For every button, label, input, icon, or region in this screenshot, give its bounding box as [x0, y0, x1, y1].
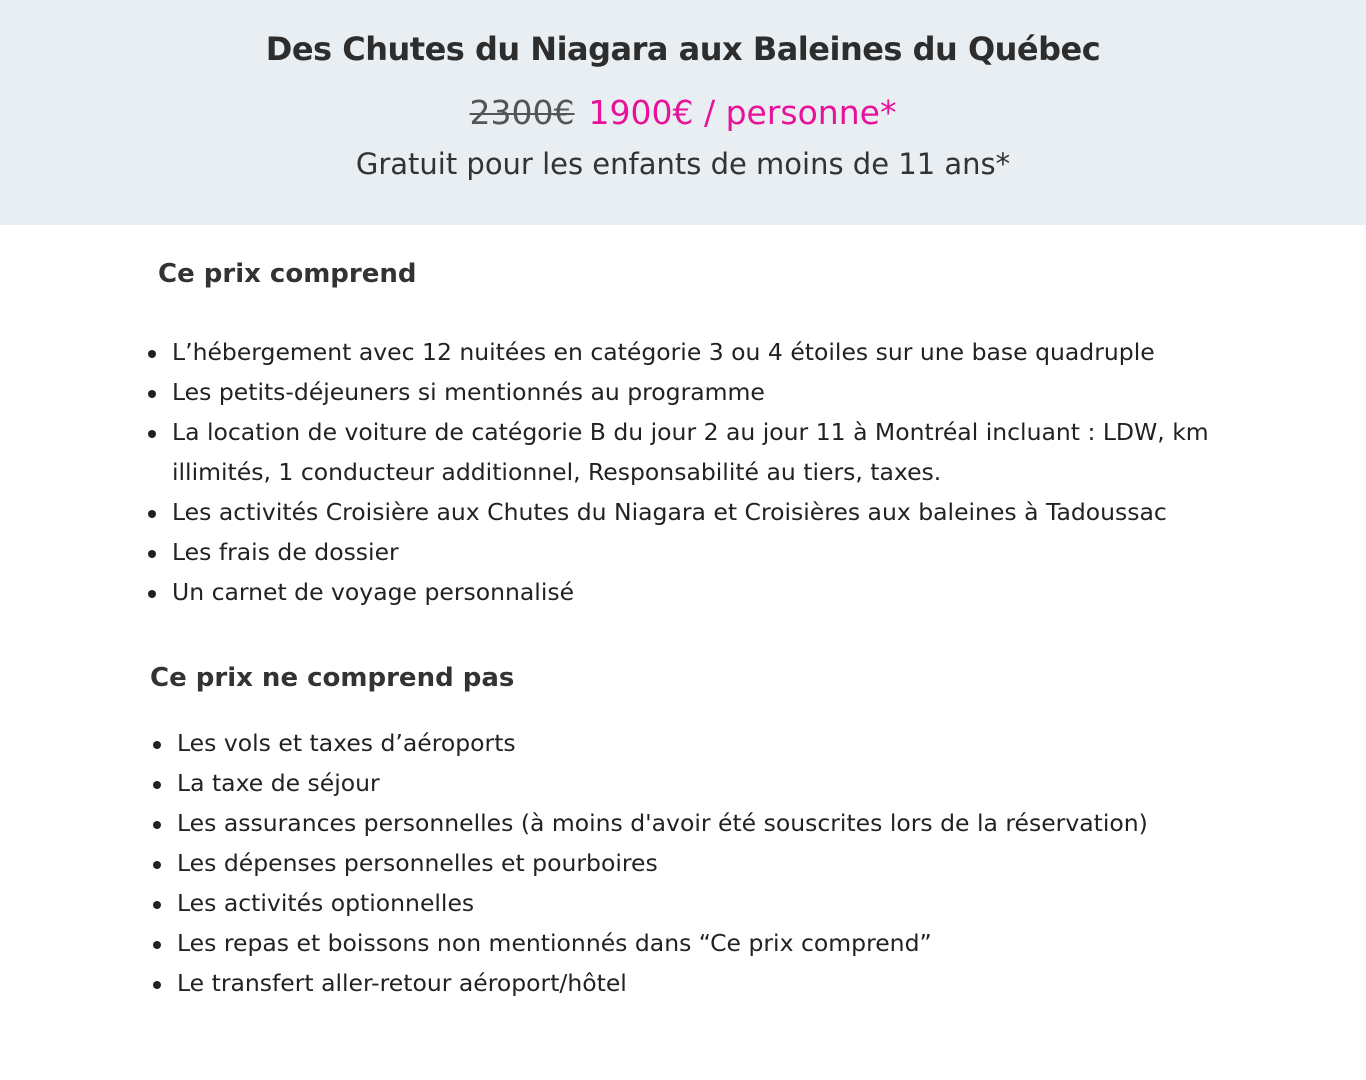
list-item: Les repas et boissons non mentionnés dans “Ce prix comprend” — [153, 923, 1313, 963]
list-item: Un carnet de voyage personnalisé — [148, 572, 1308, 612]
new-price: 1900€ / personne* — [588, 93, 897, 132]
old-price: 2300€ — [469, 93, 575, 132]
list-item: L’hébergement avec 12 nuitées en catégorie 3 ou 4 étoiles sur une base quadruple — [148, 332, 1308, 372]
list-item: Les dépenses personnelles et pourboires — [153, 843, 1313, 883]
list-item: La taxe de séjour — [153, 763, 1313, 803]
page-title: Des Chutes du Niagara aux Baleines du Québec — [265, 30, 1101, 68]
included-section-title: Ce prix comprend — [158, 259, 417, 289]
price-banner — [0, 0, 1366, 225]
excluded-section-title: Ce prix ne comprend pas — [150, 663, 515, 693]
included-list — [148, 332, 1308, 612]
list-item: Le transfert aller-retour aéroport/hôtel — [153, 963, 1313, 1003]
excluded-list — [153, 723, 1313, 1003]
list-item: Les activités Croisière aux Chutes du Niagara et Croisières aux baleines à Tadoussac — [148, 492, 1308, 532]
children-free-note: Gratuit pour les enfants de moins de 11 ans* — [355, 147, 1011, 181]
price-line — [0, 93, 1366, 133]
list-item: La location de voiture de catégorie B du jour 2 au jour 11 à Montréal incluant : LDW, km illimités, 1 conducteur additionnel, Responsabilité au tiers, taxes. — [148, 412, 1308, 492]
list-item: Les assurances personnelles (à moins d'avoir été souscrites lors de la réservation) — [153, 803, 1313, 843]
list-item: Les petits-déjeuners si mentionnés au programme — [148, 372, 1308, 412]
list-item: Les vols et taxes d’aéroports — [153, 723, 1313, 763]
list-item: Les frais de dossier — [148, 532, 1308, 572]
list-item: Les activités optionnelles — [153, 883, 1313, 923]
